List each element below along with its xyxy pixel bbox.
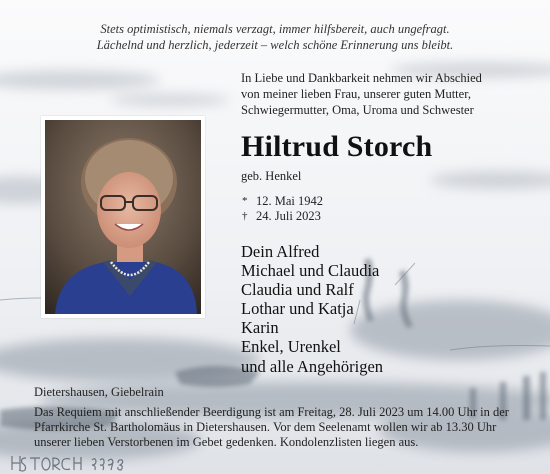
family-member: Claudia und Ralf bbox=[241, 280, 354, 299]
portrait-photo bbox=[41, 116, 205, 318]
funeral-notice-line-3: unserer lieben Verstorbenen im Gebet gedenken. Kondolenzlisten liegen aus. bbox=[34, 435, 419, 449]
motto-line-2: Lächelnd und herzlich, jederzeit – welch schöne Erinnerung uns bleibt. bbox=[96, 38, 454, 52]
funeral-notice-line-2: Pfarrkirche St. Bartholomäus in Dietershausen. Vor dem Seelenamt wollen wir ab 13.30 Uhr bbox=[34, 420, 497, 434]
portrait-image bbox=[45, 120, 201, 314]
maiden-name: geb. Henkel bbox=[241, 169, 302, 183]
family-member: Dein Alfred bbox=[241, 242, 320, 261]
intro-line-3: Schwiegermutter, Oma, Uroma und Schwester bbox=[241, 103, 474, 117]
motto-line-1: Stets optimistisch, niemals verzagt, immer hilfsbereit, auch ungefragt. bbox=[100, 22, 450, 36]
family-member: Karin bbox=[241, 318, 279, 337]
death-date: 24. Juli 2023 bbox=[256, 209, 321, 223]
family-member: Enkel, Urenkel bbox=[241, 337, 341, 356]
family-member: und alle Angehörigen bbox=[241, 357, 384, 376]
intro-line-1: In Liebe und Dankbarkeit nehmen wir Abschied bbox=[241, 71, 482, 85]
artist-signature bbox=[8, 452, 128, 474]
deceased-name: Hiltrud Storch bbox=[241, 130, 433, 163]
birth-date: 12. Mai 1942 bbox=[256, 194, 324, 208]
place-of-residence: Dietershausen, Giebelrain bbox=[34, 385, 164, 399]
funeral-notice-line-1: Das Requiem mit anschließender Beerdigung ist am Freitag, 28. Juli 2023 um 14.00 Uhr in der bbox=[34, 405, 509, 419]
birth-star-icon: * bbox=[242, 195, 248, 207]
death-cross-icon: † bbox=[242, 210, 248, 222]
family-member: Lothar und Katja bbox=[241, 299, 354, 318]
intro-line-2: von meiner lieben Frau, unserer guten Mutter, bbox=[241, 87, 471, 101]
family-member: Michael und Claudia bbox=[241, 261, 380, 280]
